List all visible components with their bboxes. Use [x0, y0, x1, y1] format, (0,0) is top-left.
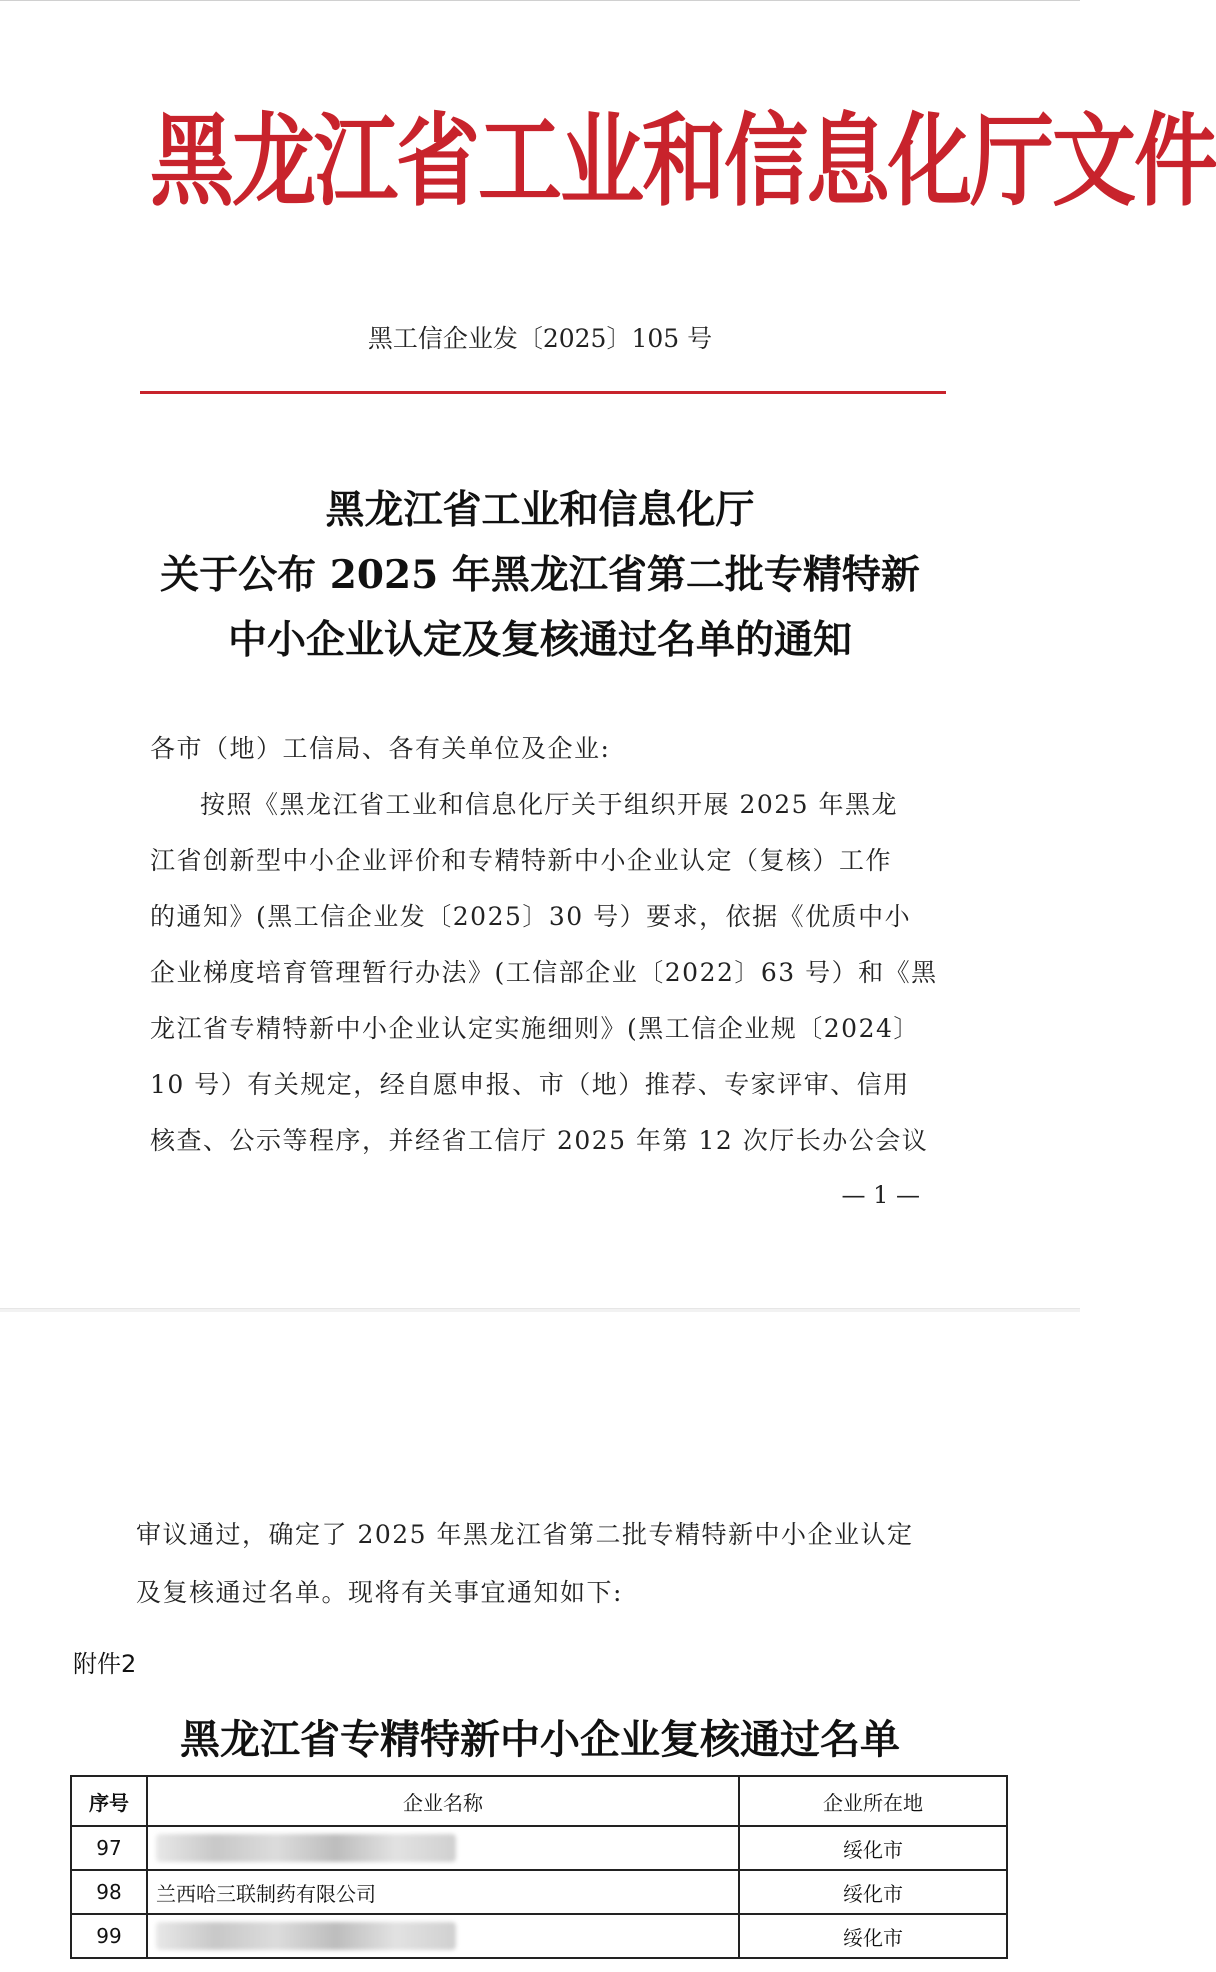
row-serial: 99: [71, 1914, 147, 1958]
notice-title-line-3: 中小企业认定及复核通过名单的通知: [227, 617, 852, 663]
row-company-name: [147, 1914, 739, 1958]
table-row: [71, 1826, 1007, 1870]
salutation: 各市（地）工信局、各有关单位及企业:: [150, 734, 611, 763]
company-list-table: [70, 1775, 1008, 1959]
header-location: 企业所在地: [739, 1776, 1007, 1826]
row-location: 绥化市: [739, 1914, 1007, 1958]
header-serial: 序号: [71, 1776, 147, 1826]
row-serial: 98: [71, 1870, 147, 1914]
attachment-title: 黑龙江省专精特新中小企业复核通过名单: [180, 1716, 900, 1763]
body-line: 的通知》(黑工信企业发〔2025〕30 号）要求，依据《优质中小: [150, 902, 912, 931]
row-company-name: 兰西哈三联制药有限公司: [147, 1870, 739, 1914]
row-serial: 97: [71, 1826, 147, 1870]
body-line: 龙江省专精特新中小企业认定实施细则》(黑工信企业规〔2024〕: [150, 1014, 920, 1043]
table-header-row: [71, 1776, 1007, 1826]
body-line: 及复核通过名单。现将有关事宜通知如下:: [136, 1578, 623, 1607]
body-line: 审议通过，确定了 2025 年黑龙江省第二批专精特新中小企业认定: [136, 1520, 914, 1549]
body-line: 核查、公示等程序，并经省工信厅 2025 年第 12 次厅长办公会议: [150, 1126, 929, 1155]
notice-title-line-2: 关于公布 2025 年黑龙江省第二批专精特新: [160, 552, 920, 598]
body-line: 10 号）有关规定，经自愿申报、市（地）推荐、专家评审、信用: [150, 1070, 910, 1099]
row-location: 绥化市: [739, 1870, 1007, 1914]
redacted-name: [156, 1834, 456, 1862]
redacted-name: [156, 1922, 456, 1950]
header-company-name: 企业名称: [147, 1776, 739, 1826]
attachment-label: 附件2: [73, 1650, 137, 1678]
page-number: — 1 —: [841, 1181, 920, 1209]
row-company-name: [147, 1826, 739, 1870]
masthead-title: 黑龙江省工业和信息化厅文件: [150, 101, 1216, 220]
notice-title-line-1: 黑龙江省工业和信息化厅: [325, 487, 755, 533]
row-location: 绥化市: [739, 1826, 1007, 1870]
document-number: 黑工信企业发〔2025〕105 号: [367, 324, 713, 353]
body-line: 按照《黑龙江省工业和信息化厅关于组织开展 2025 年黑龙: [200, 790, 899, 819]
table-row: [71, 1914, 1007, 1958]
body-line: 江省创新型中小企业评价和专精特新中小企业认定（复核）工作: [150, 846, 893, 875]
table-row: [71, 1870, 1007, 1914]
body-line: 企业梯度培育管理暂行办法》(工信部企业〔2022〕63 号）和《黑: [150, 958, 938, 987]
red-divider-line: [140, 391, 946, 394]
